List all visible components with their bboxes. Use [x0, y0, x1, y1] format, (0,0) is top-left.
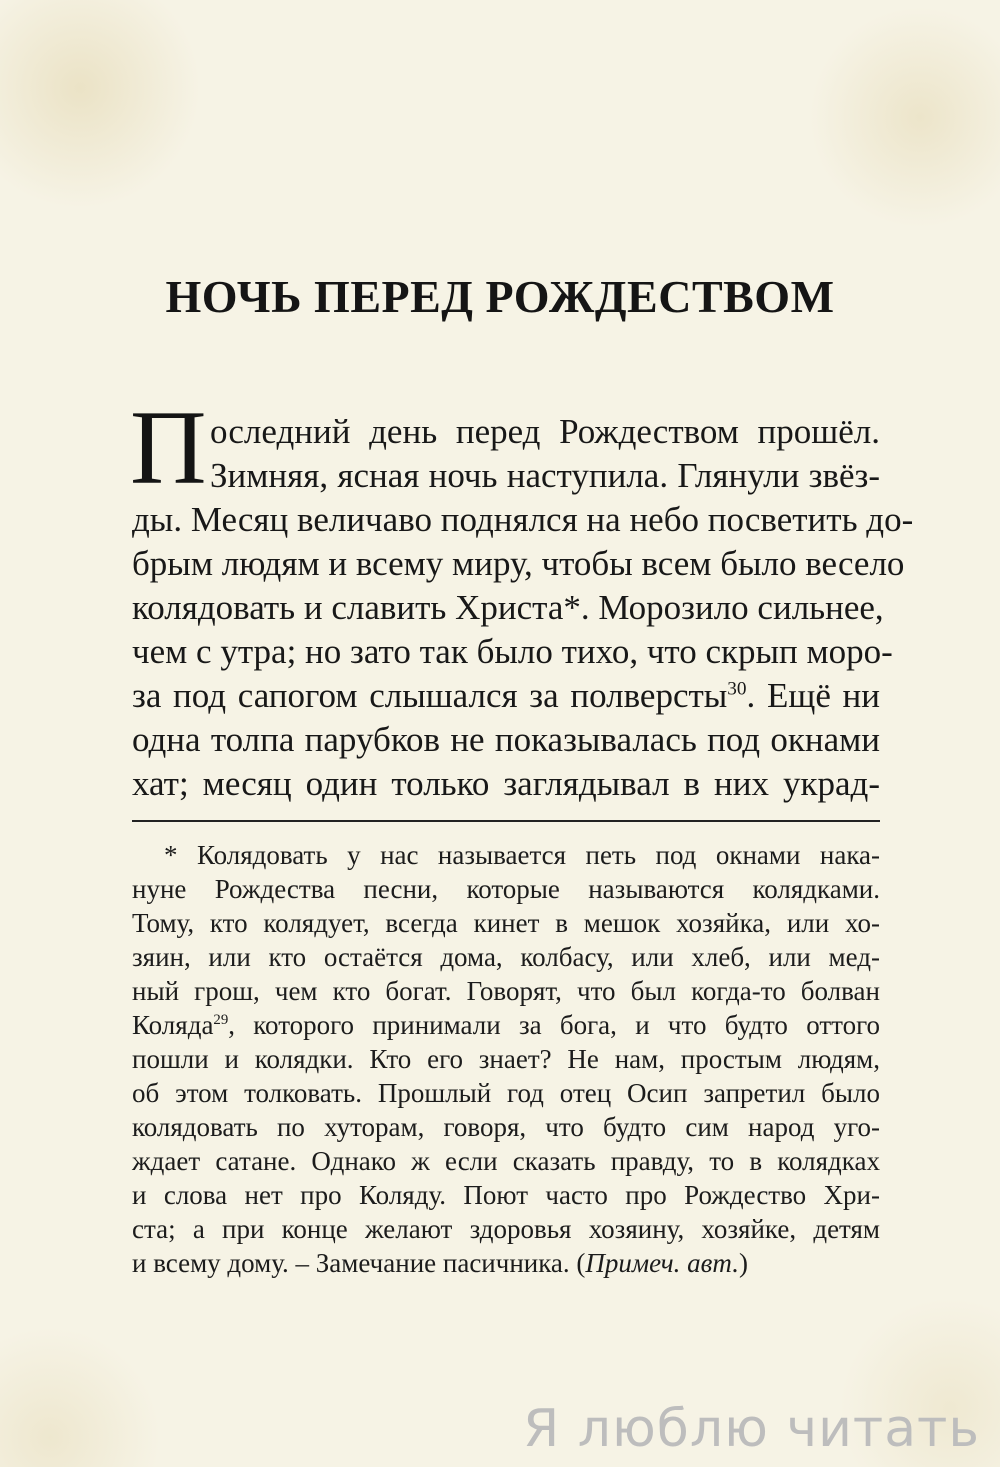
body-text: за под сапогом слышался за полверсты	[132, 676, 728, 715]
footnote-line: зяин, или кто остаётся дома, колбасу, или хлеб, или мед-	[132, 942, 880, 972]
footnote-line	[132, 1246, 880, 1280]
body-line: оследний день перед Рождеством прошёл.	[210, 412, 880, 451]
body-line: одна толпа парубков не показывалась под окнами	[132, 720, 880, 759]
footnote-line: нуне Рождества песни, которые называются колядками.	[132, 874, 880, 904]
body-line: Зимняя, ясная ночь наступила. Глянули звёз-	[210, 456, 880, 495]
author-note: Примеч. авт.	[585, 1248, 739, 1278]
body-line: колядовать и славить Христа*. Морозило сильнее,	[132, 588, 884, 627]
chapter-title: НОЧЬ ПЕРЕД РОЖДЕСТВОМ	[165, 271, 835, 322]
footnote-divider	[132, 820, 880, 822]
drop-cap: П	[130, 389, 207, 506]
footnote-line: и слова нет про Коляду. Поют часто про Рождество Хри-	[132, 1180, 880, 1210]
body-line: брым людям и всему миру, чтобы всем было весело	[132, 544, 905, 583]
footnote-line: ждает сатане. Однако ж если сказать правду, то в колядках	[132, 1146, 880, 1176]
body-text: . Ещё ни	[746, 676, 881, 715]
footnote-line	[132, 1008, 880, 1042]
body-line: хат; месяц один только заглядывал в них украд-	[132, 764, 880, 803]
site-watermark: Я люблю читать	[523, 1399, 980, 1459]
footnote-text: Коляда	[132, 1010, 214, 1040]
footnote-ref-30: 30	[727, 678, 747, 700]
footnote-line: пошли и колядки. Кто его знает? Не нам, простым людям,	[132, 1044, 880, 1074]
body-line: чем с утра; но зато так было тихо, что скрып моро-	[132, 632, 893, 671]
footnote-line: ста; а при конце желают здоровья хозяину, хозяйке, детям	[132, 1214, 880, 1244]
footnote-line: колядовать по хуторам, говоря, что будто сим народ уго-	[132, 1112, 880, 1142]
footnote-ref-29: 29	[213, 1012, 229, 1028]
body-line: ды. Месяц величаво поднялся на небо посветить до-	[132, 500, 914, 539]
footnote-line: Тому, кто колядует, всегда кинет в мешок хозяйка, или хо-	[132, 908, 880, 938]
body-line	[132, 674, 880, 718]
footnote-text: )	[738, 1248, 748, 1278]
footnote-text: , которого принимали за бога, и что будто оттого	[228, 1010, 880, 1040]
footnote-text: и всему дому. – Замечание пасичника. (	[132, 1248, 586, 1278]
footnote-line: об этом толковать. Прошлый год отец Осип запретил было	[132, 1078, 880, 1108]
footnote-line: ный грош, чем кто богат. Говорят, что был когда-то болван	[132, 976, 880, 1006]
footnote-line: * Колядовать у нас называется петь под окнами нака-	[164, 840, 880, 870]
